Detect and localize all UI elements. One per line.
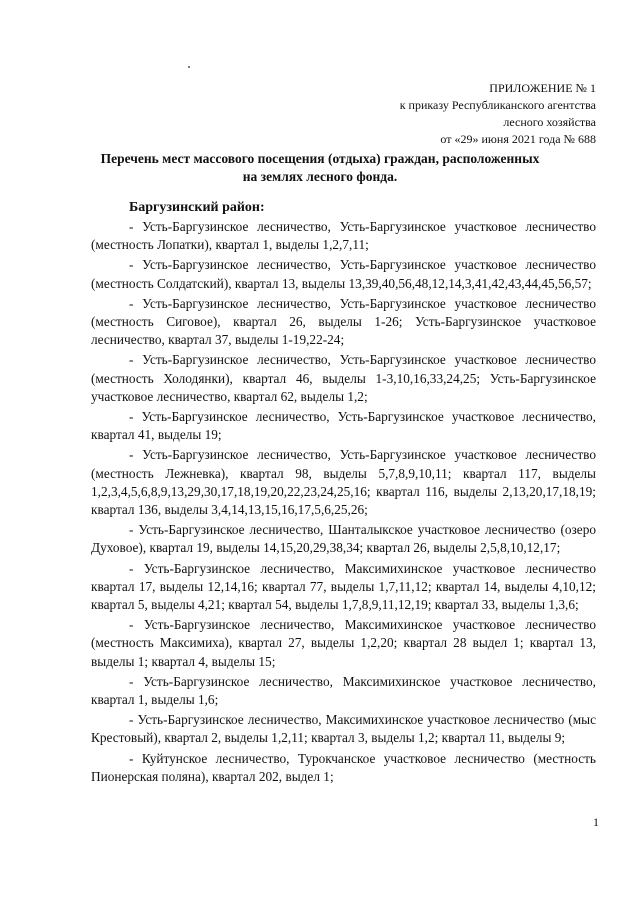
title-line-1: Перечень мест массового посещения (отдыха) граждан, расположенных (100, 151, 540, 166)
list-item: - Усть-Баргузинское лесничество, Максимихинское участковое лесничество, квартал 1, выделы 1,6; (91, 673, 596, 708)
appendix-date: от «29» июня 2021 года № 688 (440, 132, 596, 146)
list-item: - Усть-Баргузинское лесничество, Максимихинское участковое лесничество (мыс Крестовый), квартал 2, выделы 1,2,11; квартал 3, выделы 1,2; квартал 11, выделы 9; (91, 712, 596, 746)
list-item: - Усть-Баргузинское лесничество, Усть-Баргузинское участковое лесничество (местность Солдатский), квартал 13, выделы 13,39,40,56,48,12,14,3,41,42,43,44,45,56,57; (91, 257, 596, 291)
appendix-number: ПРИЛОЖЕНИЕ № 1 (489, 81, 596, 95)
list-item: - Усть-Баргузинское лесничество, Усть-Баргузинское участковое лесничество (местность Сиговое), квартал 26, выделы 1-26; Усть-Баргузинское участковое лесничество, квартал 37, выделы 1-19,22-24; (91, 295, 596, 348)
appendix-header (300, 80, 596, 148)
appendix-order-ref: к приказу Республиканского агентства (399, 98, 596, 112)
list-item: - Усть-Баргузинское лесничество, Усть-Баргузинское участковое лесничество (местность Лежневка), квартал 98, выделы 5,7,8,9,10,11; квартал 117, выделы 1,2,3,4,5,6,8,9,13,29,30,17,18,19,20,22,23,24,25,16; квартал 116, выделы 2,13,20,17,18,19; квартал 136, выделы 3,4,14,13,15,16,17,5,6,25,26; (91, 447, 596, 518)
places-list (91, 218, 596, 788)
district-heading: Баргузинский район: (129, 200, 265, 215)
scan-speck (188, 66, 190, 68)
title-line-2: на землях лесного фонда. (242, 169, 398, 184)
list-item: - Усть-Баргузинское лесничество, Шанталыкское участковое лесничество (озеро Духовое), квартал 19, выделы 14,15,20,29,38,34; квартал 26, выделы 2,5,8,10,12,17; (91, 522, 596, 556)
list-item: - Усть-Баргузинское лесничество, Усть-Баргузинское участковое лесничество (местность Холодянки), квартал 46, выделы 1-3,10,16,33,24,25; Усть-Баргузинское участковое лесничество, квартал 62, выделы 1,2; (91, 352, 596, 404)
page-number: 1 (593, 815, 599, 829)
appendix-agency: лесного хозяйства (503, 115, 596, 129)
list-item: - Усть-Баргузинское лесничество, Максимихинское участковое лесничество квартал 17, выделы 12,14,16; квартал 77, выделы 1,7,11,12; квартал 14, выделы 4,10,12; квартал 5, выделы 4,21; квартал 54, выделы 1,7,8,9,11,12,19; квартал 33, выделы 1,3,6; (91, 560, 596, 613)
list-item: - Усть-Баргузинское лесничество, Максимихинское участковое лесничество (местность Максимиха), квартал 27, выделы 1,2,20; квартал 28 выдел 1; квартал 13, выделы 1; квартал 4, выделы 15; (91, 617, 596, 669)
list-item: - Куйтунское лесничество, Турокчанское участковое лесничество (местность Пионерская поляна), квартал 202, выдел 1; (91, 750, 596, 784)
document-title (80, 150, 560, 186)
list-item: - Усть-Баргузинское лесничество, Усть-Баргузинское участковое лесничество, квартал 41, выделы 19; (91, 409, 596, 443)
list-item: - Усть-Баргузинское лесничество, Усть-Баргузинское участковое лесничество (местность Лопатки), квартал 1, выделы 1,2,7,11; (91, 219, 596, 253)
